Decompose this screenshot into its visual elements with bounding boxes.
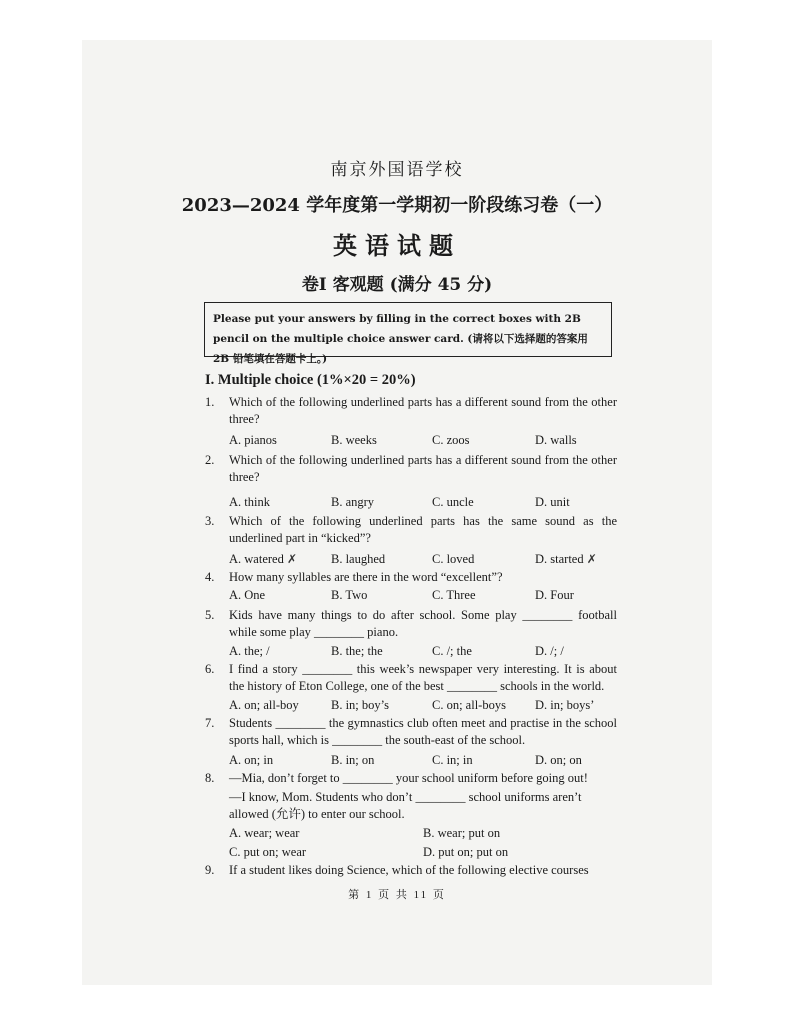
option-b: B. Two [331, 588, 368, 602]
option-d: D. put on; put on [423, 845, 509, 859]
cross-mark-icon: ✗ [286, 552, 298, 566]
instruction-box: Please put your answers by filling in the correct boxes with 2B pencil on the multiple choice answer card. (请将以下选择题的答案用 2B 铅笔填在答题卡上。) [204, 302, 612, 357]
question-number: 9. [205, 863, 215, 877]
question-text: Students ________ the gymnastics club often meet and practise in the school sports hall, which is ________ the south-east of the school. [229, 716, 617, 747]
option-d: D. on; on [535, 753, 582, 767]
cross-mark-icon: ✗ [586, 552, 597, 566]
question-text: Which of the following underlined parts has a different sound from the other three? [229, 453, 617, 484]
option-d: D. unit [535, 495, 570, 509]
option-a: A. on; in [229, 753, 274, 767]
option-d-label: D. started [535, 552, 584, 566]
page-footer: 第 1 页 共 11 页 [348, 889, 446, 901]
option-d: D. /; / [535, 644, 564, 658]
question-text: Which of the following underlined parts has a different sound from the other three? [229, 395, 617, 426]
question-number: 2. [205, 453, 215, 467]
option-a: A. wear; wear [229, 826, 300, 840]
option-c: C. /; the [432, 644, 472, 658]
school-name: 南京外国语学校 [330, 160, 464, 180]
question-number: 5. [205, 608, 215, 622]
option-b: B. in; boy’s [331, 698, 389, 712]
options-row [229, 643, 617, 660]
options-row [229, 494, 617, 511]
question-number: 8. [205, 771, 215, 785]
options-row [229, 551, 617, 568]
question-text: —Mia, don’t forget to ________ your school uniform before going out! [229, 771, 588, 785]
question-text-reply: —I know, Mom. Students who don’t ________ school uniforms aren’t allowed (允许) to enter our school. [229, 790, 582, 821]
option-b: B. in; on [331, 753, 375, 767]
option-d: D. in; boys’ [535, 698, 595, 712]
option-b: B. laughed [331, 552, 386, 566]
option-a: A. One [229, 588, 266, 602]
options-row [229, 432, 617, 449]
option-c: C. put on; wear [229, 845, 307, 859]
section-title: 卷Ⅰ 客观题 (满分 45 分) [301, 275, 493, 295]
option-a: A. think [229, 495, 270, 509]
option-b: B. wear; put on [423, 826, 501, 840]
option-d: D. walls [535, 433, 577, 447]
options-row [229, 587, 617, 604]
options-row [229, 752, 617, 769]
option-d: D. Four [535, 588, 574, 602]
subject-title: 英语试题 [333, 231, 461, 260]
options-row [229, 697, 617, 714]
question-number: 3. [205, 514, 215, 528]
option-a: A. the; / [229, 644, 270, 658]
part-title: I. Multiple choice (1%×20 = 20%) [205, 372, 416, 388]
question-text: How many syllables are there in the word “excellent”? [229, 570, 503, 584]
options-row-2 [229, 844, 617, 861]
option-c: C. in; in [432, 753, 473, 767]
question-text: I find a story ________ this week’s newspaper very interesting. It is about the history of Eton College, one of the best ________ schools in the world. [229, 662, 617, 693]
option-a: A. on; all-boy [229, 698, 299, 712]
option-c: C. zoos [432, 433, 470, 447]
option-b: B. angry [331, 495, 375, 509]
option-c: C. Three [432, 588, 476, 602]
option-a-label: A. watered [229, 552, 284, 566]
option-a: A. pianos [229, 433, 277, 447]
question-text: Which of the following underlined parts has the same sound as the underlined part in “kicked”? [229, 514, 617, 545]
question-number: 4. [205, 570, 215, 584]
option-c: C. uncle [432, 495, 474, 509]
option-b: B. the; the [331, 644, 383, 658]
question-number: 7. [205, 716, 215, 730]
question-text: Kids have many things to do after school. Some play ________ football while some play ________ piano. [229, 608, 617, 639]
option-b: B. weeks [331, 433, 377, 447]
question-number: 1. [205, 395, 215, 409]
question-text: If a student likes doing Science, which of the following elective courses [229, 863, 589, 877]
option-a [229, 551, 297, 568]
options-row-1 [229, 825, 617, 842]
option-d [535, 551, 597, 568]
term-title: 2023—2024 学年度第一学期初一阶段练习卷（一） [181, 195, 613, 216]
option-c: C. on; all-boys [432, 698, 506, 712]
option-c: C. loved [432, 552, 475, 566]
question-number: 6. [205, 662, 215, 676]
